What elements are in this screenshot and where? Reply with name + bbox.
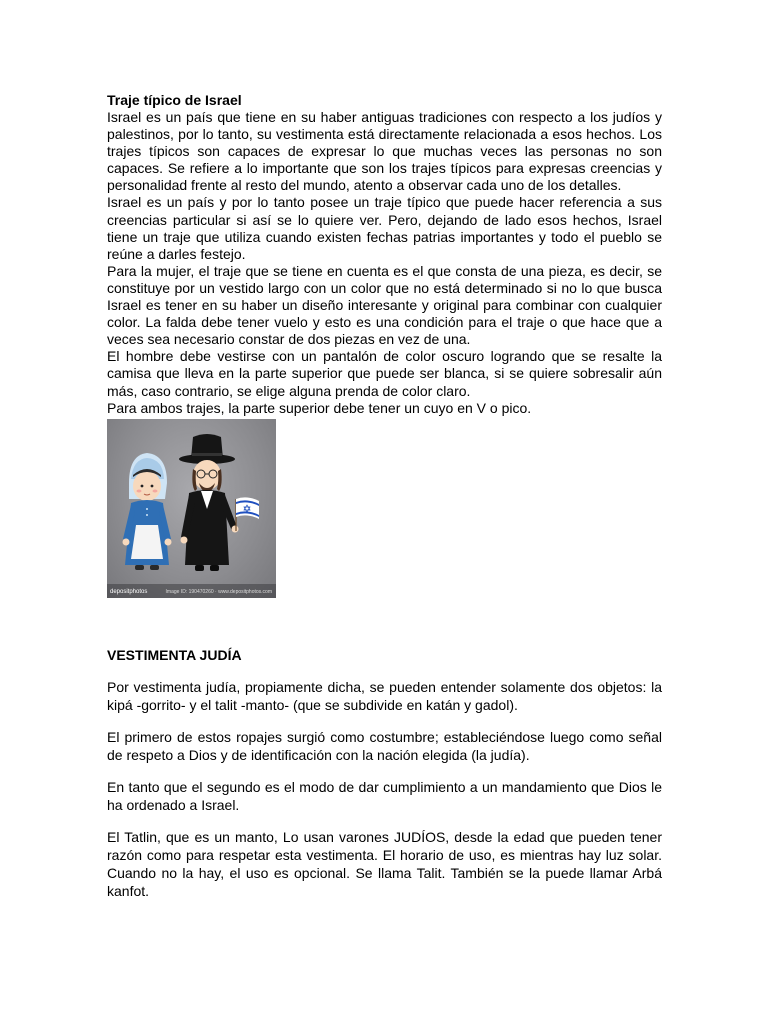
couple-illustration [107,419,276,598]
section-vestimenta-judia [107,647,662,914]
section-body [107,109,662,417]
paragraph: Israel es un país y por lo tanto posee un traje típico que puede hacer referencia a sus creencias particular si así se lo quiere ver. Pero, dejando de lado esos hechos, Israel tiene un traje que utiliza cuando existen fechas patrias importantes y todo el pueblo se reúne a darles festejo. [107,194,662,262]
section-heading: VESTIMENTA JUDÍA [107,647,242,663]
paragraph: El Tatlin, que es un manto, Lo usan varones JUDÍOS, desde la edad que pueden tener razón como para respetar esta vestimenta. El horario de uso, es mientras hay luz solar. Cuando no la hay, el uso es opcional. Se llama Talit. También se la puede llamar Arbá kanfot. [107,829,662,899]
section-traje-tipico [107,92,662,598]
paragraph: Para la mujer, el traje que se tiene en cuenta es el que consta de una pieza, es decir, se constituye por un vestido largo con un color que no está determinado si no lo que busca Israel es tener en su haber un diseño interesante y original para combinar con cualquier color. La falda debe tener vuelo y esto es una condición para el traje o que hace que a veces sea necesario constar de dos piezas en vez de una. [107,262,662,348]
woman-figure [123,453,172,570]
paragraph: En tanto que el segundo es el modo de dar cumplimiento a un mandamiento que Dios le ha ordenado a Israel. [107,779,662,813]
israel-flag-icon [236,497,259,531]
man-figure [179,434,239,571]
paragraph: Para ambos trajes, la parte superior debe tener un cuyo en V o pico. [107,399,532,416]
paragraph: Israel es un país que tiene en su haber antiguas tradiciones con respecto a los judíos y palestinos, por lo tanto, su vestimenta está directamente relacionada a esos hechos. Los trajes típicos son capaces de expresar lo que muchas veces las personas no son capaces. Se refiere a lo importante que son los trajes típicos para expresas creencias y personalidad frente al resto del mundo, atento a observar cada uno de los detalles. [107,109,662,194]
section-title: Traje típico de Israel [107,92,242,108]
paragraph: El hombre debe vestirse con un pantalón de color oscuro logrando que se resalte la camisa que lleva en la parte superior que puede ser blanca, si se quiere sobresalir aún más, caso contrario, se elige alguna prenda de color claro. [107,348,662,399]
watermark-brand: depositphotos [110,588,148,595]
watermark-id: Image ID: 190470260 · www.depositphotos.com [165,588,272,595]
paragraph: El primero de estos ropajes surgió como costumbre; estableciéndose luego como señal de respeto a Dios y de identificación con la nación elegida (la judía). [107,729,662,763]
illustration-israeli-couple [107,419,276,598]
paragraph: Por vestimenta judía, propiamente dicha, se pueden entender solamente dos objetos: la kipá -gorrito- y el talit -manto- (que se subdivide en katán y gadol). [107,679,662,713]
section-body [107,678,662,900]
